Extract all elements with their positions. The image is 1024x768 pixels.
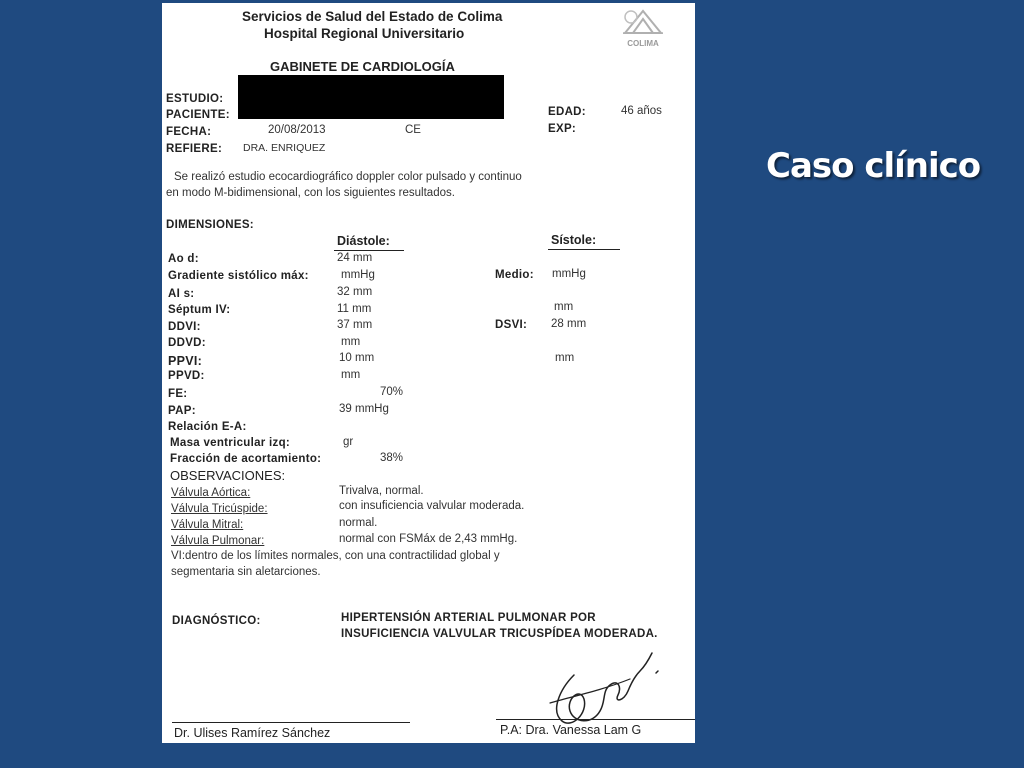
edad-label: EDAD: [548,106,586,118]
signer-right: P.A: Dra. Vanessa Lam G [500,723,642,737]
row-value-pap: 39 mmHg [339,403,389,415]
row-value-fraccion: 38% [380,452,404,464]
row-value-ddvd: mm [341,336,361,348]
paciente-label: PACIENTE: [166,109,230,121]
row-value-masa: gr [343,436,354,448]
diagnostico-line-1: HIPERTENSIÓN ARTERIAL PULMONAR POR [341,612,596,624]
fecha-label: FECHA: [166,126,212,138]
row-label-masa: Masa ventricular izq: [170,437,291,449]
signature-line-left [172,722,410,723]
row-label-fe: FE: [168,388,188,400]
row-label-pap: PAP: [168,405,196,417]
row-value-ddvi: 37 mm [337,319,373,331]
row-label-ppvi: PPVI: [168,354,203,368]
vi-line-1: VI:dentro de los límites normales, con una contractilidad global y [171,550,500,562]
intro-line-2: en modo M-bidimensional, con los siguientes resultados. [166,187,455,199]
row-value-septum: 11 mm [337,303,372,315]
header-line-2: Hospital Regional Universitario [264,26,465,41]
vi-line-2: segmentaria sin aletarciones. [171,566,321,578]
diagnostico-line-2: INSUFICIENCIA VALVULAR TRICUSPÍDEA MODERADA. [341,628,658,640]
scanned-report [162,3,695,743]
obs-value-mitral: normal. [339,517,378,529]
dsvi-value: 28 mm [551,318,587,330]
row-label-ddvd: DDVD: [168,337,206,349]
obs-label-pulmonar: Válvula Pulmonar: [171,535,265,547]
department-title: GABINETE DE CARDIOLOGÍA [270,59,455,74]
ce-value: CE [405,124,421,136]
row-label-ao-d: Ao d: [168,253,199,265]
row-label-relacion-ea: Relación E-A: [168,421,247,433]
obs-value-aortica: Trivalva, normal. [339,485,424,497]
obs-value-pulmonar: normal con FSMáx de 2,43 mmHg. [339,533,518,545]
sistole-mm-2: mm [555,352,575,364]
refiere-value: DRA. ENRIQUEZ [243,142,326,154]
row-value-ppvd: mm [341,369,361,381]
observaciones-label: OBSERVACIONES: [170,468,286,483]
dimensiones-label: DIMENSIONES: [166,219,254,231]
colima-logo [617,7,669,48]
sistole-underline [548,249,620,250]
row-value-gradiente: mmHg [341,269,375,281]
obs-label-mitral: Válvula Mitral: [171,519,244,531]
header-line-1: Servicios de Salud del Estado de Colima [242,9,503,24]
row-label-gradiente: Gradiente sistólico máx: [168,270,309,282]
row-value-ao-d: 24 mm [337,252,373,264]
row-value-ppvi: 10 mm [339,352,375,364]
colima-logo-icon [621,7,665,37]
signer-left: Dr. Ulises Ramírez Sánchez [174,726,331,740]
logo-text: COLIMA [627,39,659,48]
diastole-underline [334,250,404,251]
row-label-ddvi: DDVI: [168,321,201,333]
slide-title: Caso clínico [766,146,981,186]
obs-label-tricuspide: Válvula Tricúspide: [171,503,268,515]
row-label-ppvd: PPVD: [168,370,205,382]
redacted-patient-name [238,75,504,119]
estudio-label: ESTUDIO: [166,93,224,105]
edad-value: 46 años [621,105,662,117]
medio-value: mmHg [552,268,586,280]
sistole-header: Sístole: [551,233,597,247]
row-label-ai-s: AI s: [168,288,195,300]
diastole-header: Diástole: [337,234,390,248]
signature-line-right [496,719,695,720]
fecha-value: 20/08/2013 [268,124,326,136]
refiere-label: REFIERE: [166,143,223,155]
dsvi-label: DSVI: [495,319,528,331]
obs-value-tricuspide: con insuficiencia valvular moderada. [339,500,525,512]
row-value-fe: 70% [380,386,404,398]
row-value-ai-s: 32 mm [337,286,373,298]
intro-line-1: Se realizó estudio ecocardiográfico doppler color pulsado y continuo [174,171,522,183]
row-label-septum: Séptum IV: [168,304,231,316]
medio-label: Medio: [495,269,534,281]
obs-label-aortica: Válvula Aórtica: [171,487,251,499]
row-label-fraccion: Fracción de acortamiento: [170,453,322,465]
diagnostico-label: DIAGNÓSTICO: [172,615,261,627]
exp-label: EXP: [548,123,577,135]
sistole-mm-1: mm [554,301,574,313]
